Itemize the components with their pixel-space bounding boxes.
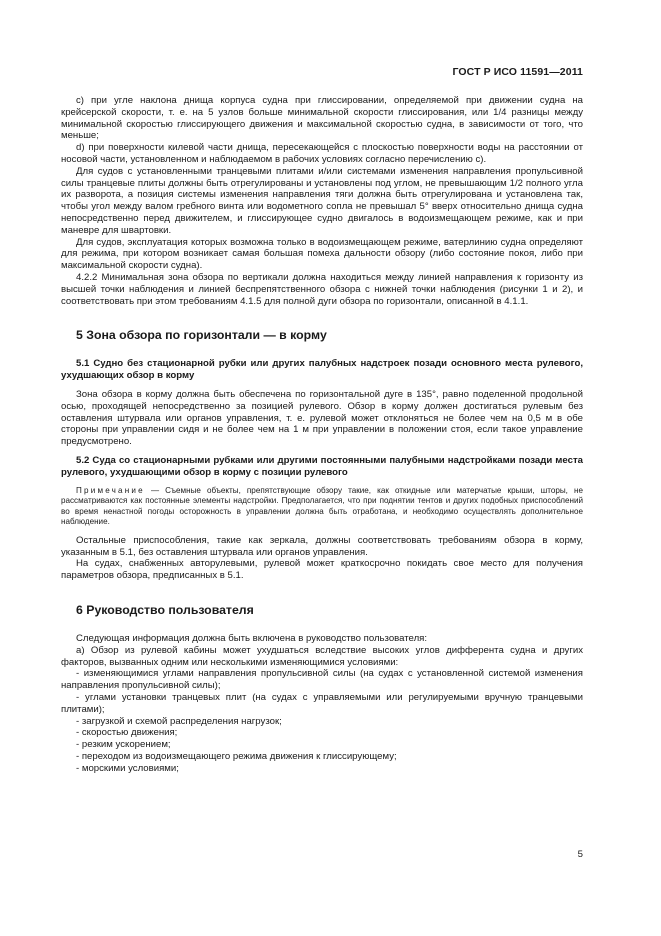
paragraph-trim-tabs: Для судов с установленными транцевыми плитами и/или системами изменения направления пропульсивной силы транцевые плиты должны быть отрегулированы и установлены под углом, не превышающим 1/2 полного угла их разворота, а позиция системы изменения направления тяги должна быть отрегулирована и установлена так, чтобы угол между валом гребного винта или водометного сопла не превышал 5° вверх относительно днища судна непосредственно перед движителем, и глиссирующее судно двигалось в водоизмещающем режиме, как и при маневре для швартовки. bbox=[61, 165, 583, 236]
list-item: - морскими условиями; bbox=[76, 762, 179, 774]
section-5-1-title: 5.1 Судно без стационарной рубки или других палубных надстроек позади основного места рулевого, ухудшающих обзор в корму bbox=[61, 358, 583, 382]
paragraph-4-2-2: 4.2.2 Минимальная зона обзора по вертикали должна находиться между линией направления к горизонту из высшей точки наблюдения и линией беспрепятственного обзора с нижней точки наблюдения (рисунки 1 и 2), и соответствовать при этом требованиям 4.1.5 для полной дуги обзора по горизонтали, описанной в 4.1.1. bbox=[61, 271, 583, 307]
section-5-2-title: 5.2 Суда со стационарными рубками или другими постоянными палубными надстройками позади места рулевого, ухудшающими обзор в корму с позиции рулевого bbox=[61, 454, 583, 478]
section-5-title: 5 Зона обзора по горизонтали — в корму bbox=[76, 328, 327, 343]
paragraph-displacement: Для судов, эксплуатация которых возможна только в водоизмещающем режиме, ватерлинию судна определяют для режима, при котором возникает самая большая помеха дальности обзору (либо состояние покоя, либо при максимальной скорости судна). bbox=[61, 236, 583, 272]
page-content bbox=[61, 95, 583, 775]
list-item: - скоростью движения; bbox=[76, 727, 178, 739]
list-item: - углами установки транцевых плит (на судах с управляемыми или регулируемыми вручную транцевыми плитами); bbox=[61, 692, 583, 715]
page-number: 5 bbox=[577, 849, 583, 860]
note-text: — Съемные объекты, препятствующие обзору такие, как откидные или матерчатые крыши, шторы, не рассматриваются как постоянные элементы надстройки. Предполагается, что при поднятии тентов и других подобных приспособлений во время ненастной погоды осторожность в управлении должна быть отработана, и необходимо осуществлять дополнительное наблюдение. bbox=[61, 485, 583, 527]
list-item: - загрузкой и схемой распределения нагрузок; bbox=[76, 715, 282, 727]
document-header: ГОСТ Р ИСО 11591—2011 bbox=[452, 66, 583, 78]
section-6-intro: Следующая информация должна быть включена в руководство пользователя: bbox=[76, 633, 428, 645]
list-item: - изменяющимися углами направления пропульсивной силы (на судах с установленной системой изменения направления пропульсивной силы); bbox=[61, 668, 583, 692]
list-item: - переходом из водоизмещающего режима движения к глиссирующему; bbox=[76, 751, 397, 763]
section-5-2-text-b: На судах, снабженных авторулевыми, рулевой может краткосрочно покидать свое место для получения параметров обзора, предписанных в 5.1. bbox=[61, 558, 583, 582]
note bbox=[61, 486, 583, 528]
section-5-1-text: Зона обзора в корму должна быть обеспечена по горизонтальной дуге в 135°, равно поделенной продольной осью, проходящей непосредственно за позицией рулевого. Обзор в корму должен достигаться рулевым без оставления штурвала или органов управления, т. е. рулевой может отклоняться не более чем на 0,5 м в обе стороны при управлении сидя и не более чем на 1 м при управлении в положении стоя, если такое управление предусмотрено. bbox=[61, 388, 583, 448]
note-label: Примечание bbox=[76, 485, 145, 495]
section-6-item-a: a) Обзор из рулевой кабины может ухудшаться вследствие высоких углов дифферента судна и других факторов, вызванных одним или несколькими изменяющимися условиями: bbox=[61, 644, 583, 668]
section-5-2-text-a: Остальные приспособления, такие как зеркала, должны соответствовать требованиям обзора в корму, указанным в 5.1, без оставления штурвала или органов управления. bbox=[61, 534, 583, 558]
paragraph-d: d) при поверхности килевой части днища, пересекающейся с плоскостью поверхности воды на расстоянии от носовой части, установленном и наблюдаемом в рабочих условиях согласно перечислению c). bbox=[61, 142, 583, 165]
list-item: - резким ускорением; bbox=[76, 739, 171, 751]
section-6-title: 6 Руководство пользователя bbox=[76, 603, 254, 618]
paragraph-c: c) при угле наклона днища корпуса судна при глиссировании, определяемой при движении судна на крейсерской скорости, т. е. на 5 узлов больше минимальной скорости глиссирования, или 1/4 разницы между минимальной скоростью глиссирующего движения и максимальной скоростью судна, в зависимости от того, что меньше; bbox=[61, 95, 583, 142]
